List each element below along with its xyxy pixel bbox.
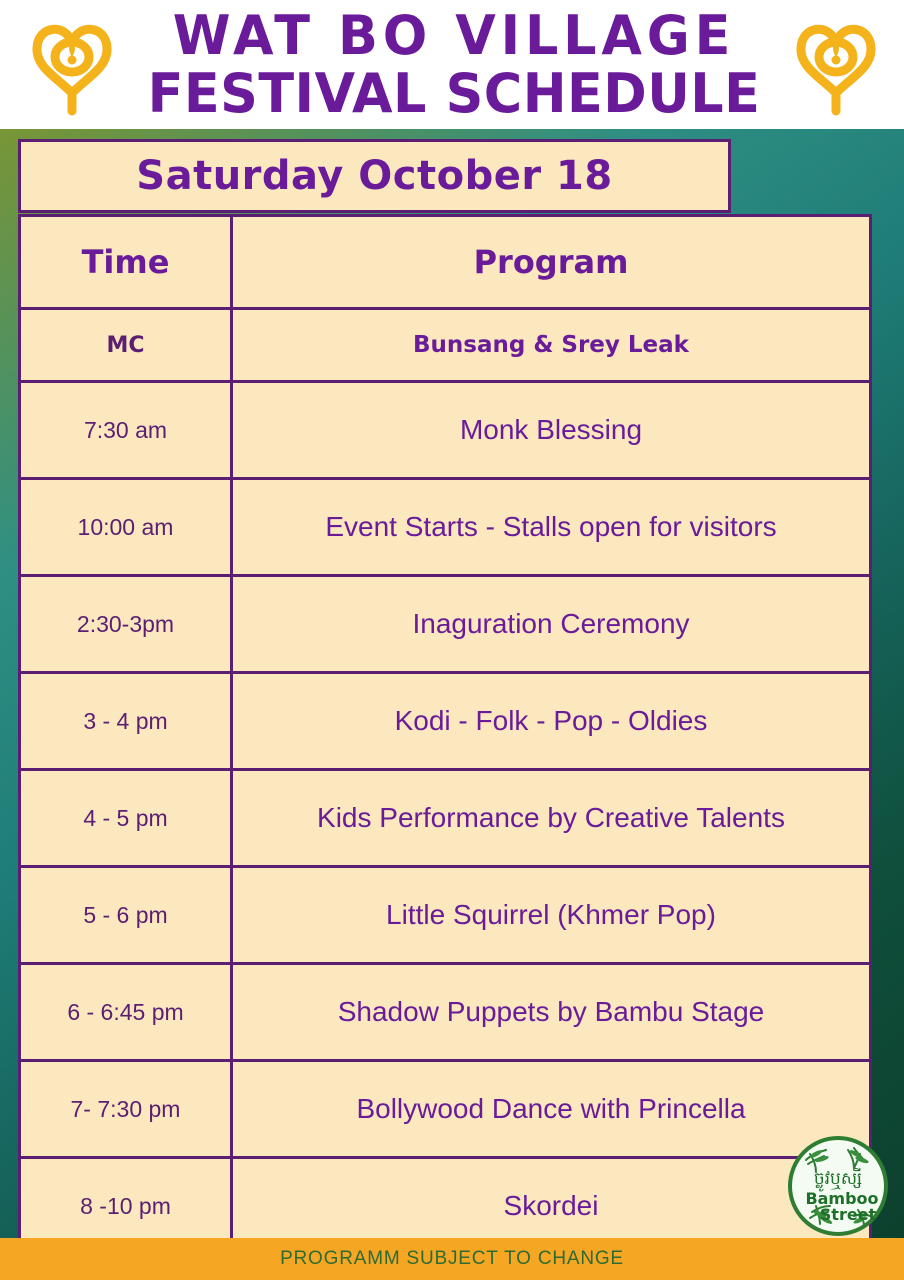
bamboo-street-logo xyxy=(786,1134,890,1238)
row-time-cell xyxy=(21,674,233,768)
row-time: 8 -10 pm xyxy=(80,1192,171,1219)
poster-title xyxy=(124,3,784,125)
table-row xyxy=(21,480,869,577)
row-time-cell xyxy=(21,383,233,477)
table-row xyxy=(21,965,869,1062)
row-program: Bunsang & Srey Leak xyxy=(413,332,689,358)
row-program: Skordei xyxy=(503,1190,599,1221)
row-time: 7:30 am xyxy=(83,416,168,443)
table-header-row xyxy=(21,217,869,310)
footer-note: PROGRAMM SUBJECT TO CHANGE xyxy=(280,1248,624,1269)
row-program: Shadow Puppets by Bambu Stage xyxy=(337,996,765,1027)
table-row xyxy=(21,577,869,674)
row-program-cell xyxy=(233,868,869,962)
row-program: Bollywood Dance with Princella xyxy=(356,1093,746,1124)
logo-line-2: Street xyxy=(819,1205,877,1224)
row-program-cell xyxy=(233,674,869,768)
table-row xyxy=(21,383,869,480)
row-time-cell xyxy=(21,965,233,1059)
row-program-cell xyxy=(233,480,869,574)
row-time: 10:00 am xyxy=(77,513,174,540)
khmer-heart-ornament-icon-right xyxy=(790,13,882,117)
column-header-program: Program xyxy=(473,243,629,281)
row-time-cell xyxy=(21,771,233,865)
row-time-cell xyxy=(21,1062,233,1156)
table-row xyxy=(21,868,869,965)
row-time: 3 - 4 pm xyxy=(83,707,168,734)
row-time-cell xyxy=(21,577,233,671)
table-row xyxy=(21,1062,869,1159)
row-time: 7- 7:30 pm xyxy=(70,1095,181,1122)
row-program-cell xyxy=(233,771,869,865)
row-time: 5 - 6 pm xyxy=(83,901,168,928)
column-header-program-cell xyxy=(233,217,869,307)
logo-khmer-text: ច្លូវឬស្សី xyxy=(813,1169,863,1189)
row-program: Monk Blessing xyxy=(459,414,643,445)
row-program: Kodi - Folk - Pop - Oldies xyxy=(394,705,708,736)
row-program-cell xyxy=(233,577,869,671)
row-time: 2:30-3pm xyxy=(76,610,175,637)
poster-header-banner xyxy=(0,0,904,129)
logo-line-1: Bamboo xyxy=(805,1189,879,1208)
row-time-cell xyxy=(21,310,233,380)
row-program: Kids Performance by Creative Talents xyxy=(317,802,785,833)
table-row xyxy=(21,771,869,868)
row-program-cell xyxy=(233,310,869,380)
row-program-cell xyxy=(233,965,869,1059)
column-header-time: Time xyxy=(81,243,170,281)
row-program-cell xyxy=(233,1062,869,1156)
footer-bar xyxy=(0,1238,904,1280)
row-program-cell xyxy=(233,383,869,477)
row-time-cell xyxy=(21,868,233,962)
column-header-time-cell xyxy=(21,217,233,307)
title-line-2: FESTIVAL SCHEDULE xyxy=(147,61,761,125)
title-line-1: WAT BO VILLAGE xyxy=(172,3,736,67)
row-time-cell xyxy=(21,480,233,574)
row-program: Little Squirrel (Khmer Pop) xyxy=(386,899,716,930)
row-time: 4 - 5 pm xyxy=(83,804,168,831)
date-card xyxy=(18,139,731,213)
schedule-table xyxy=(18,214,872,1256)
table-row xyxy=(21,310,869,383)
row-time: 6 - 6:45 pm xyxy=(67,998,184,1025)
row-program: Inaguration Ceremony xyxy=(412,608,690,639)
table-row xyxy=(21,674,869,771)
date-label: Saturday October 18 xyxy=(136,153,613,199)
row-program: Event Starts - Stalls open for visitors xyxy=(325,511,777,542)
khmer-heart-ornament-icon-left xyxy=(26,13,118,117)
row-time: MC xyxy=(106,332,145,358)
